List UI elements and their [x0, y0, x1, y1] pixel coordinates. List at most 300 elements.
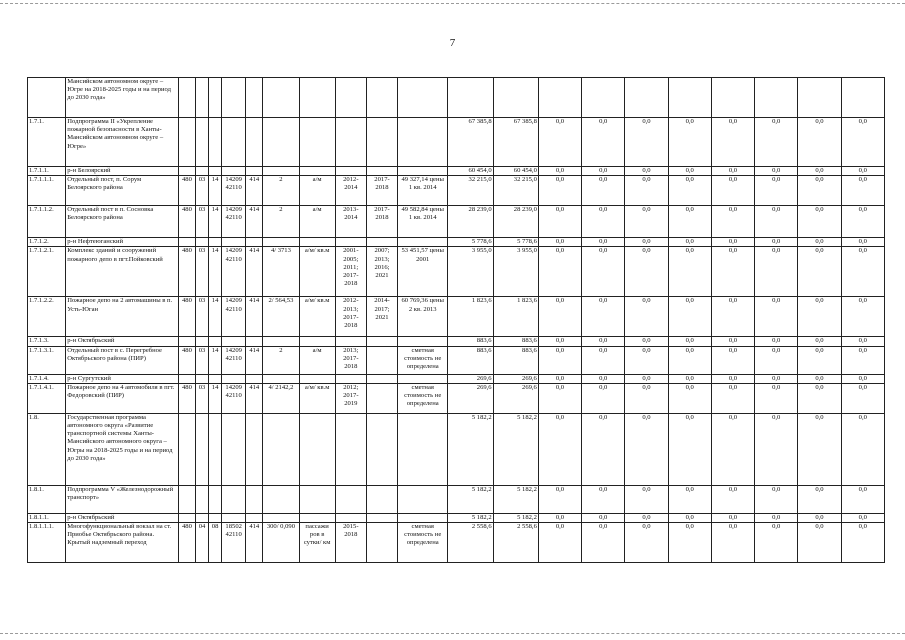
table-body [28, 78, 885, 563]
col-value-10: 0,0 [841, 383, 884, 413]
col-ministry: 480 [178, 206, 195, 238]
col-value-6: 0,0 [668, 238, 711, 247]
col-ministry: 480 [178, 346, 195, 374]
row-id: 1.8.1.1. [28, 513, 66, 522]
col-unit [299, 413, 335, 485]
col-target-article [222, 413, 246, 485]
col-unit: а/м/ кв.м [299, 297, 335, 337]
col-value-10: 0,0 [841, 374, 884, 383]
col-subsection [209, 238, 222, 247]
col-value-9: 0,0 [798, 176, 841, 206]
col-value-4: 0,0 [582, 247, 625, 297]
col-value-9: 0,0 [798, 346, 841, 374]
col-value-5: 0,0 [625, 485, 668, 513]
row-name: Отдельный пост в с. Перегребное Октябрьского района (ПИР) [66, 346, 179, 374]
col-value-10: 0,0 [841, 346, 884, 374]
col-expense-type [246, 78, 263, 118]
col-value-2: 60 454,0 [493, 167, 538, 176]
table-row [28, 206, 885, 238]
col-value-4: 0,0 [582, 337, 625, 346]
col-value-8: 0,0 [755, 523, 798, 563]
col-value-9: 0,0 [798, 383, 841, 413]
col-commission-years [366, 513, 397, 522]
col-value-1: 2 558,6 [448, 523, 493, 563]
col-value-7: 0,0 [711, 413, 754, 485]
col-value-6: 0,0 [668, 346, 711, 374]
col-ministry [178, 167, 195, 176]
col-target-article: 18502 42110 [222, 523, 246, 563]
col-unit: а/м [299, 346, 335, 374]
col-subsection: 14 [209, 206, 222, 238]
col-value-2 [493, 78, 538, 118]
col-value-6: 0,0 [668, 206, 711, 238]
row-id: 1.7.1.1. [28, 167, 66, 176]
col-ministry [178, 374, 195, 383]
col-value-4: 0,0 [582, 206, 625, 238]
col-value-9: 0,0 [798, 118, 841, 167]
col-expense-type: 414 [246, 346, 263, 374]
col-value-4: 0,0 [582, 167, 625, 176]
col-expense-type: 414 [246, 206, 263, 238]
col-unit [299, 78, 335, 118]
col-expense-type: 414 [246, 247, 263, 297]
col-value-9: 0,0 [798, 523, 841, 563]
col-commission-years [366, 118, 397, 167]
col-value-10: 0,0 [841, 206, 884, 238]
col-value-2: 3 955,0 [493, 247, 538, 297]
col-section: 03 [195, 383, 208, 413]
col-value-2: 5 182,2 [493, 485, 538, 513]
col-capacity [263, 485, 299, 513]
col-value-6: 0,0 [668, 337, 711, 346]
col-value-4: 0,0 [582, 238, 625, 247]
row-name: Подпрограмма V «Железнодорожный транспорт» [66, 485, 179, 513]
col-capacity: 2/ 564,53 [263, 297, 299, 337]
col-section [195, 413, 208, 485]
col-value-6: 0,0 [668, 485, 711, 513]
col-value-10: 0,0 [841, 176, 884, 206]
col-subsection [209, 337, 222, 346]
col-value-10: 0,0 [841, 118, 884, 167]
col-value-10: 0,0 [841, 413, 884, 485]
col-estimated-cost: сметная стоимость не определена [398, 346, 448, 374]
col-value-8: 0,0 [755, 337, 798, 346]
col-value-5: 0,0 [625, 297, 668, 337]
row-id: 1.7.1.2.2. [28, 297, 66, 337]
row-id: 1.8.1.1.1. [28, 523, 66, 563]
col-value-6: 0,0 [668, 118, 711, 167]
col-estimated-cost [398, 513, 448, 522]
col-value-6: 0,0 [668, 176, 711, 206]
col-value-2: 5 182,2 [493, 513, 538, 522]
col-unit: а/м/ кв.м [299, 383, 335, 413]
col-capacity [263, 374, 299, 383]
col-estimated-cost: 49 582,84 цены 1 кв. 2014 [398, 206, 448, 238]
col-expense-type [246, 167, 263, 176]
col-value-3: 0,0 [538, 238, 581, 247]
col-value-2: 5 182,2 [493, 413, 538, 485]
col-design-years [335, 238, 366, 247]
col-design-years: 2015-2018 [335, 523, 366, 563]
col-design-years [335, 374, 366, 383]
col-value-7: 0,0 [711, 513, 754, 522]
row-name: р-н Октябрьский [66, 337, 179, 346]
col-value-1: 32 215,0 [448, 176, 493, 206]
col-value-4: 0,0 [582, 513, 625, 522]
col-value-4: 0,0 [582, 346, 625, 374]
col-value-2: 883,6 [493, 346, 538, 374]
col-value-1: 5 182,2 [448, 413, 493, 485]
col-value-9: 0,0 [798, 374, 841, 383]
col-value-10: 0,0 [841, 523, 884, 563]
col-target-article: 14209 42110 [222, 297, 246, 337]
col-value-5: 0,0 [625, 118, 668, 167]
col-value-8: 0,0 [755, 167, 798, 176]
col-section: 04 [195, 523, 208, 563]
col-value-4: 0,0 [582, 118, 625, 167]
row-id: 1.7.1.2.1. [28, 247, 66, 297]
col-value-2: 28 239,0 [493, 206, 538, 238]
table-row [28, 247, 885, 297]
col-value-1: 28 239,0 [448, 206, 493, 238]
col-value-8 [755, 78, 798, 118]
col-value-10: 0,0 [841, 167, 884, 176]
col-value-9: 0,0 [798, 413, 841, 485]
col-estimated-cost [398, 374, 448, 383]
col-commission-years [366, 374, 397, 383]
col-value-1: 5 182,2 [448, 485, 493, 513]
col-expense-type: 414 [246, 523, 263, 563]
col-capacity [263, 78, 299, 118]
row-name: р-н Нефтеюганский [66, 238, 179, 247]
row-id: 1.7.1.4. [28, 374, 66, 383]
col-value-3: 0,0 [538, 513, 581, 522]
col-subsection [209, 485, 222, 513]
col-value-6: 0,0 [668, 247, 711, 297]
col-subsection [209, 513, 222, 522]
col-section: 03 [195, 247, 208, 297]
col-value-6: 0,0 [668, 413, 711, 485]
col-value-8: 0,0 [755, 413, 798, 485]
col-target-article [222, 513, 246, 522]
row-name: Государственная программа автономного округа «Развитие транспортной системы Ханты-Мансийского автономного округа – Югры на 2018-2025 годы и на период до 2030 года» [66, 413, 179, 485]
col-target-article [222, 337, 246, 346]
col-value-6: 0,0 [668, 513, 711, 522]
col-capacity: 2 [263, 346, 299, 374]
row-name: р-н Октябрьский [66, 513, 179, 522]
row-id [28, 78, 66, 118]
col-value-7: 0,0 [711, 523, 754, 563]
col-section: 03 [195, 176, 208, 206]
row-name: Подпрограмма II «Укрепление пожарной безопасности в Ханты-Мансийском автономном округе – Югре» [66, 118, 179, 167]
table-row [28, 238, 885, 247]
col-design-years [335, 118, 366, 167]
col-commission-years [366, 485, 397, 513]
col-subsection: 14 [209, 176, 222, 206]
col-expense-type: 414 [246, 176, 263, 206]
row-id: 1.7.1.1.1. [28, 176, 66, 206]
col-target-article [222, 167, 246, 176]
col-value-7: 0,0 [711, 374, 754, 383]
col-section [195, 238, 208, 247]
row-id: 1.8.1. [28, 485, 66, 513]
col-value-9: 0,0 [798, 206, 841, 238]
col-design-years: 2012-2013; 2017-2018 [335, 297, 366, 337]
col-target-article [222, 238, 246, 247]
col-unit: а/м [299, 176, 335, 206]
col-expense-type [246, 337, 263, 346]
col-ministry [178, 238, 195, 247]
col-commission-years [366, 413, 397, 485]
col-value-9: 0,0 [798, 337, 841, 346]
col-value-5: 0,0 [625, 413, 668, 485]
col-capacity [263, 513, 299, 522]
col-value-4: 0,0 [582, 297, 625, 337]
row-name: Пожарное депо на 4 автомобиля в пгт. Федоровский (ПИР) [66, 383, 179, 413]
col-value-1 [448, 78, 493, 118]
col-unit [299, 485, 335, 513]
col-value-8: 0,0 [755, 247, 798, 297]
col-design-years [335, 337, 366, 346]
table-row [28, 78, 885, 118]
col-value-10: 0,0 [841, 337, 884, 346]
col-value-2: 883,6 [493, 337, 538, 346]
col-value-7 [711, 78, 754, 118]
col-value-8: 0,0 [755, 238, 798, 247]
row-id: 1.7.1.3.1. [28, 346, 66, 374]
col-commission-years: 2007; 2013; 2016; 2021 [366, 247, 397, 297]
col-value-7: 0,0 [711, 206, 754, 238]
col-value-6: 0,0 [668, 374, 711, 383]
col-commission-years [366, 337, 397, 346]
col-expense-type [246, 238, 263, 247]
col-target-article: 14209 42110 [222, 176, 246, 206]
col-commission-years [366, 167, 397, 176]
col-value-2: 1 823,6 [493, 297, 538, 337]
col-commission-years: 2017-2018 [366, 176, 397, 206]
col-value-1: 3 955,0 [448, 247, 493, 297]
table-row [28, 337, 885, 346]
col-capacity: 4/ 2142,2 [263, 383, 299, 413]
col-value-5: 0,0 [625, 247, 668, 297]
col-value-3: 0,0 [538, 206, 581, 238]
col-value-9: 0,0 [798, 297, 841, 337]
col-estimated-cost [398, 413, 448, 485]
col-capacity: 4/ 3713 [263, 247, 299, 297]
col-section: 03 [195, 297, 208, 337]
col-value-1: 883,6 [448, 337, 493, 346]
col-value-4: 0,0 [582, 523, 625, 563]
row-id: 1.7.1.4.1. [28, 383, 66, 413]
col-unit: а/м [299, 206, 335, 238]
row-name: Пожарное депо на 2 автомашины в п. Усть-Юган [66, 297, 179, 337]
col-ministry: 480 [178, 247, 195, 297]
row-name: Отдельный пост в п. Сосновка Белоярского района [66, 206, 179, 238]
col-value-9: 0,0 [798, 247, 841, 297]
col-value-7: 0,0 [711, 383, 754, 413]
col-section: 03 [195, 206, 208, 238]
col-ministry [178, 118, 195, 167]
table-row [28, 297, 885, 337]
col-value-1: 5 778,6 [448, 238, 493, 247]
col-value-1: 67 385,8 [448, 118, 493, 167]
col-unit [299, 118, 335, 167]
col-estimated-cost: 49 327,14 цены 1 кв. 2014 [398, 176, 448, 206]
col-commission-years [366, 383, 397, 413]
col-estimated-cost: 53 451,57 цены 2001 [398, 247, 448, 297]
col-value-1: 269,6 [448, 383, 493, 413]
col-design-years: 2013; 2017-2018 [335, 346, 366, 374]
table-row [28, 346, 885, 374]
col-expense-type: 414 [246, 297, 263, 337]
table-row [28, 485, 885, 513]
col-value-3: 0,0 [538, 176, 581, 206]
col-value-9: 0,0 [798, 513, 841, 522]
col-value-2: 5 778,6 [493, 238, 538, 247]
col-subsection [209, 374, 222, 383]
col-unit: пассажи ров в сутки/ км [299, 523, 335, 563]
col-value-3: 0,0 [538, 337, 581, 346]
col-ministry [178, 78, 195, 118]
col-subsection: 14 [209, 297, 222, 337]
col-subsection [209, 167, 222, 176]
table-row [28, 167, 885, 176]
col-value-8: 0,0 [755, 118, 798, 167]
col-design-years: 2001-2005; 2011; 2017-2018 [335, 247, 366, 297]
col-value-1: 1 823,6 [448, 297, 493, 337]
table-row [28, 374, 885, 383]
row-id: 1.7.1.1.2. [28, 206, 66, 238]
col-estimated-cost: 60 769,36 цены 2 кв. 2013 [398, 297, 448, 337]
col-ministry [178, 337, 195, 346]
col-value-3: 0,0 [538, 247, 581, 297]
row-name: р-н Сургутский [66, 374, 179, 383]
col-value-8: 0,0 [755, 485, 798, 513]
col-value-2: 67 385,8 [493, 118, 538, 167]
col-estimated-cost [398, 238, 448, 247]
col-estimated-cost: сметная стоимость не определена [398, 523, 448, 563]
col-unit [299, 513, 335, 522]
col-value-6: 0,0 [668, 523, 711, 563]
col-subsection [209, 413, 222, 485]
col-value-2: 269,6 [493, 374, 538, 383]
col-commission-years [366, 523, 397, 563]
col-capacity [263, 337, 299, 346]
col-ministry [178, 513, 195, 522]
col-value-2: 2 558,6 [493, 523, 538, 563]
col-value-10: 0,0 [841, 238, 884, 247]
col-value-3: 0,0 [538, 413, 581, 485]
col-commission-years: 2017-2018 [366, 206, 397, 238]
col-value-5: 0,0 [625, 337, 668, 346]
col-value-3: 0,0 [538, 523, 581, 563]
col-commission-years: 2014-2017; 2021 [366, 297, 397, 337]
col-design-years: 2012-2014 [335, 176, 366, 206]
col-expense-type [246, 413, 263, 485]
row-name: Мансийском автономном округе – Югре на 2018-2025 годы и на период до 2030 года» [66, 78, 179, 118]
col-unit [299, 238, 335, 247]
col-capacity [263, 167, 299, 176]
col-value-10 [841, 78, 884, 118]
col-unit: а/м/ кв.м [299, 247, 335, 297]
col-estimated-cost [398, 337, 448, 346]
col-design-years [335, 513, 366, 522]
col-value-1: 883,6 [448, 346, 493, 374]
col-design-years [335, 167, 366, 176]
col-value-6: 0,0 [668, 297, 711, 337]
col-target-article [222, 118, 246, 167]
col-section [195, 118, 208, 167]
col-expense-type [246, 485, 263, 513]
col-commission-years [366, 238, 397, 247]
table-row [28, 118, 885, 167]
col-capacity: 2 [263, 206, 299, 238]
col-capacity [263, 118, 299, 167]
col-design-years [335, 485, 366, 513]
col-capacity: 300/ 0,090 [263, 523, 299, 563]
col-section [195, 513, 208, 522]
col-section [195, 78, 208, 118]
col-value-2: 269,6 [493, 383, 538, 413]
col-subsection [209, 118, 222, 167]
col-value-5: 0,0 [625, 346, 668, 374]
col-unit [299, 374, 335, 383]
col-value-5: 0,0 [625, 238, 668, 247]
col-value-3: 0,0 [538, 118, 581, 167]
col-value-7: 0,0 [711, 238, 754, 247]
col-value-9: 0,0 [798, 485, 841, 513]
col-target-article [222, 374, 246, 383]
col-value-7: 0,0 [711, 247, 754, 297]
col-value-8: 0,0 [755, 206, 798, 238]
col-value-5: 0,0 [625, 206, 668, 238]
col-ministry: 480 [178, 523, 195, 563]
row-id: 1.8. [28, 413, 66, 485]
col-target-article: 14209 42110 [222, 383, 246, 413]
col-target-article [222, 485, 246, 513]
col-capacity: 2 [263, 176, 299, 206]
col-value-5: 0,0 [625, 374, 668, 383]
col-subsection: 08 [209, 523, 222, 563]
col-value-2: 32 215,0 [493, 176, 538, 206]
col-subsection [209, 78, 222, 118]
col-expense-type [246, 374, 263, 383]
col-estimated-cost [398, 167, 448, 176]
col-value-4: 0,0 [582, 374, 625, 383]
col-expense-type [246, 513, 263, 522]
col-value-1: 60 454,0 [448, 167, 493, 176]
row-id: 1.7.1.2. [28, 238, 66, 247]
col-value-8: 0,0 [755, 383, 798, 413]
col-value-3: 0,0 [538, 374, 581, 383]
table-row [28, 413, 885, 485]
col-value-5 [625, 78, 668, 118]
col-value-7: 0,0 [711, 346, 754, 374]
table-row [28, 523, 885, 563]
col-value-6: 0,0 [668, 167, 711, 176]
col-estimated-cost [398, 485, 448, 513]
col-value-7: 0,0 [711, 297, 754, 337]
col-value-6: 0,0 [668, 383, 711, 413]
col-estimated-cost [398, 78, 448, 118]
table-row [28, 513, 885, 522]
row-name: р-н Белоярский [66, 167, 179, 176]
col-value-8: 0,0 [755, 297, 798, 337]
col-value-9: 0,0 [798, 167, 841, 176]
col-design-years [335, 78, 366, 118]
col-value-4 [582, 78, 625, 118]
col-commission-years [366, 346, 397, 374]
